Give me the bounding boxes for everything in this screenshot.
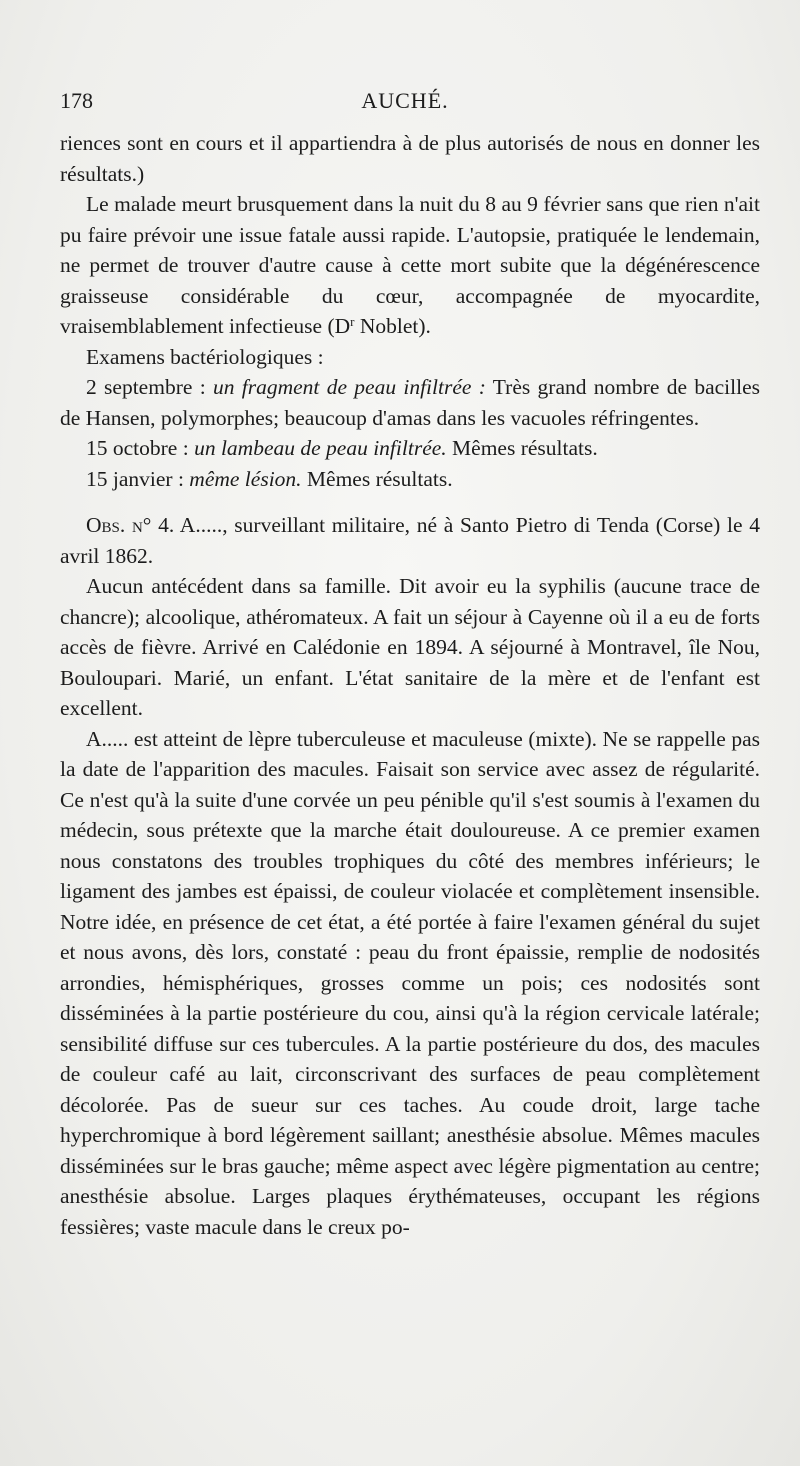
paragraph-death-text: Le malade meurt brusquement dans la nuit du 8 au 9 février sans que rien n'ait pu faire prévoir une issue fatale aussi rapide. L'autopsie, pratiquée le lendemain, ne permet de trouver d'autre cause à cette mort subite que la dégénérescence graisseuse considérable du cœur, accompagnée de myocardite, vraisemblablement infectieuse (D — [60, 192, 760, 338]
observation-label: Obs. n° 4. — [86, 513, 175, 537]
exam-specimen: un lambeau de peau infiltrée. — [194, 436, 447, 460]
exam-result: Mêmes résultats. — [301, 466, 453, 491]
exam-date: 2 septembre : — [86, 375, 213, 399]
exam-specimen: un fragment de peau infiltrée : — [212, 375, 486, 399]
exam-result: Mêmes résultats. — [446, 436, 598, 460]
doctor-abbrev-sup: r — [350, 314, 355, 329]
exam-specimen: même lésion. — [189, 466, 302, 491]
paragraph-observation-4 — [60, 510, 760, 571]
body-text — [60, 128, 760, 1242]
page-header — [60, 88, 750, 118]
paragraph-clinical-findings: A..... est atteint de lèpre tuberculeuse et maculeuse (mixte). Ne se rappelle pas la date de l'apparition des macules. Faisait son service avec assez de régularité. Ce n'est qu'à la suite d'une corvée un peu pénible qu'il s'est soumis à l'examen du médecin, sous prétexte que la marche était douloureuse. A ce premier examen nous constatons des troubles trophiques du côté des membres inférieurs; le ligament des jambes est épaissi, de couleur violacée et complètement insensible. Notre idée, en présence de cet état, a été portée à faire l'examen général du sujet et nous avons, dès lors, constaté : peau du front épaissie, remplie de nodosités arrondies, hémisphériques, grosses comme un pois; ces nodosités sont disséminées à la partie postérieure du cou, ainsi qu'à la région cervicale latérale; sensibilité diffuse sur ces tubercules. A la partie postérieure du dos, des macules de couleur café au lait, circonscrivant des surfaces de peau complètement décolorée. Pas de sueur sur ces taches. Au coude droit, large tache hyperchromique à bord légèrement saillant; anesthésie absolue. Mêmes macules disséminées sur le bras gauche; même aspect avec légère pigmentation au centre; anesthésie absolue. Larges plaques érythémateuses, occupant les régions fessières; vaste macule dans le creux po- — [60, 726, 760, 1239]
exam-result: Très grand nombre de bacilles de Hansen, polymorphes; beaucoup d'amas dans les vacuoles réfringentes. — [60, 375, 761, 430]
observation-intro: A....., surveillant militaire, né à Santo Pietro di Tenda (Corse) le 4 avril 1862. — [60, 513, 760, 568]
paragraph-death — [60, 189, 760, 342]
paragraph-exams-heading: Examens bactériologiques : — [86, 344, 324, 369]
paragraph-exam-january — [60, 464, 760, 495]
paragraph-death-end: Noblet). — [354, 314, 431, 338]
exam-date: 15 octobre : — [86, 436, 195, 460]
running-head: AUCHÉ. — [361, 88, 449, 113]
paragraph-exam-september — [60, 372, 760, 433]
page-number: 178 — [60, 88, 93, 113]
paragraph-continuation: riences sont en cours et il appartiendra à de plus autorisés de nous en donner les résultats.) — [60, 131, 760, 186]
exam-date: 15 janvier : — [86, 466, 190, 491]
paragraph-history: Aucun antécédent dans sa famille. Dit avoir eu la syphilis (aucune trace de chancre); alcoolique, athéromateux. A fait un séjour à Cayenne où il a eu de forts accès de fièvre. Arrivé en Calédonie en 1894. A séjourné à Montravel, île Nou, Bouloupari. Marié, un enfant. L'état sanitaire de la mère et de l'enfant est excellent. — [60, 574, 760, 720]
paragraph-exam-october — [60, 433, 760, 464]
